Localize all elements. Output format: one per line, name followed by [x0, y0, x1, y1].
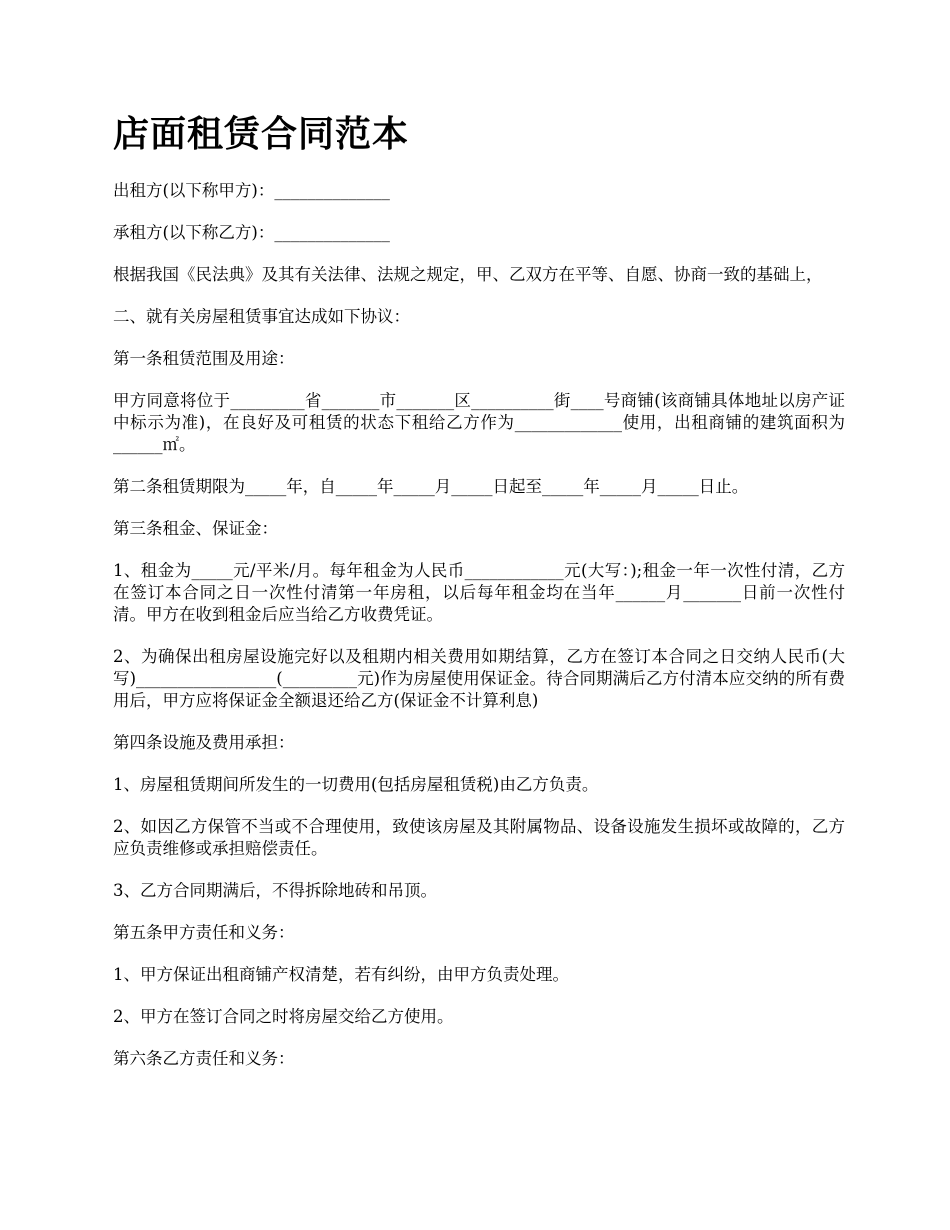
- article-5-clause-2: 2、甲方在签订合同之时将房屋交给乙方使用。: [113, 1007, 454, 1026]
- article-6-heading: 第六条乙方责任和义务：: [113, 1049, 295, 1068]
- article-3-heading: 第三条租金、保证金：: [113, 519, 278, 538]
- article-4-clause-1: 1、房屋租赁期间所发生的一切费用(包括房屋租赁税)由乙方负责。: [113, 775, 599, 794]
- document-body: [113, 180, 845, 1090]
- article-2-line: 第二条租赁期限为_____年，自_____年_____月_____日起至_____年_____月_____日止。: [113, 477, 749, 496]
- article-4-heading: 第四条设施及费用承担：: [113, 733, 295, 752]
- article-5-clause-1: 1、甲方保证出租商铺产权清楚，若有纠纷，由甲方负责处理。: [113, 965, 569, 984]
- article-1-body: 甲方同意将位于_________省_______市_______区__________街____号商铺(该商铺具体地址以房产证中标示为准)，在良好及可租赁的状态下租给乙方作为_____________使用，出租商铺的建筑面积为______㎡。: [113, 391, 845, 454]
- article-3-clause-1: 1、租金为_____元/平米/月。每年租金为人民币____________元(大写：);租金一年一次性付清，乙方在签订本合同之日一次性付清第一年房租，以后每年租金均在当年______月_______日前一次性付清。甲方在收到租金后应当给乙方收费凭证。: [113, 561, 845, 624]
- article-5-heading: 第五条甲方责任和义务：: [113, 923, 295, 942]
- article-3-clause-2: 2、为确保出租房屋设施完好以及租期内相关费用如期结算，乙方在签订本合同之日交纳人民币(大写)_________________(_________元)作为房屋使用保证金。待合同期满后乙方付清本应交纳的所有费用后，甲方应将保证金全额退还给乙方(保证金不计算利息): [113, 647, 845, 710]
- preamble-paragraph: 根据我国《民法典》及其有关法律、法规之规定，甲、乙双方在平等、自愿、协商一致的基础上，: [113, 265, 823, 284]
- article-4-clause-2: 2、如因乙方保管不当或不合理使用，致使该房屋及其附属物品、设备设施发生损坏或故障的，乙方应负责维修或承担赔偿责任。: [113, 817, 845, 858]
- article-1-heading: 第一条租赁范围及用途：: [113, 349, 295, 368]
- party-a-line: 出租方(以下称甲方)：______________: [113, 181, 390, 200]
- party-b-line: 承租方(以下称乙方)：______________: [113, 223, 390, 242]
- document-title: 店面租赁合同范本: [113, 113, 410, 155]
- article-4-clause-3: 3、乙方合同期满后，不得拆除地砖和吊顶。: [113, 881, 437, 900]
- agreement-heading: 二、就有关房屋租赁事宜达成如下协议：: [113, 307, 410, 326]
